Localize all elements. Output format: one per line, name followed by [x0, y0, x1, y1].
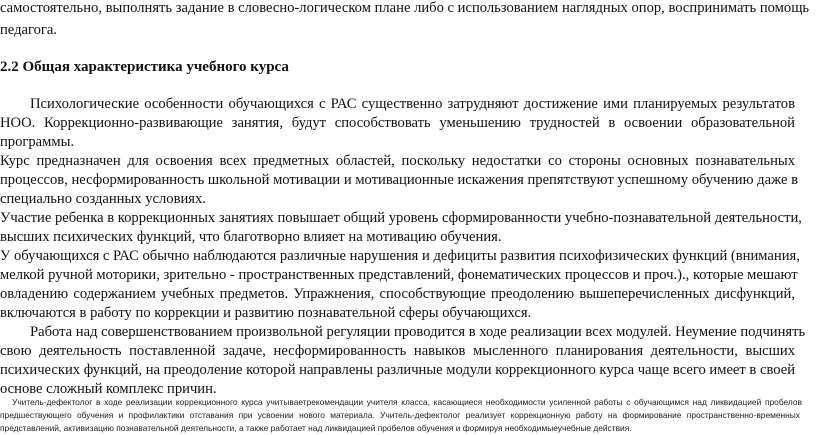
text-line: НОО. Коррекционно-развивающие занятия, будут способствовать уменьшению трудностей в освоении образовательной — [0, 115, 795, 131]
text-line: Работа над совершенствованием произвольной регуляции проводится в ходе реализации всех модулей. Неумение подчинять — [30, 324, 806, 340]
text-line: мелкой ручной моторики, зрительно - пространственных представлений, фонематических процессов и проч.)., которые мешают — [0, 267, 798, 283]
text-line: свою деятельность поставленной задаче, несформированность навыков мысленного планирования деятельности, высших — [0, 343, 795, 359]
text-line: включаются в работу по коррекции и развитию познавательной сферы обучающихся. — [0, 305, 532, 321]
section-heading: 2.2 Общая характеристика учебного курса — [0, 59, 289, 75]
text-line: самостоятельно, выполнять задание в словесно-логическом плане либо с использованием наглядных опор, воспринимать помощь — [0, 0, 810, 16]
footnote-line: представлений, активизацию познавательной деятельности, а также работает над ликвидацией пробелов обучения и формируя необходимыеучебные действия. — [0, 423, 632, 433]
text-line: специально созданных условиях. — [0, 191, 206, 207]
text-line: психических функций, на преодоление которой направлены различные модули коррекционного курса чаще всего имеет в своей — [0, 362, 795, 378]
footnote-line: Учитель-дефектолог в ходе реализации коррекционного курса учитываетрекомендации учителя класса, касающиеся необходимости усиленной работы с обучающимся над ликвидацией пробелов — [12, 397, 802, 407]
text-line: Курс предназначен для освоения всех предметных областей, поскольку недостатки со стороны основных познавательных — [0, 153, 795, 169]
text-line: программы. — [0, 134, 75, 150]
text-line: У обучающихся с РАС обычно наблюдаются различные нарушения и дефициты развития психофизических функций (внимания, — [0, 248, 800, 264]
footnote-line: предшествующего обучения и профилактики отставания при усвоении нового материала. Учитель-дефектолог реализует коррекционную работу на формирование пространственно-временных — [0, 410, 800, 420]
text-line: овладению содержанием учебных предметов. Упражнения, способствующие преодолению вышеперечисленных дисфункций, — [0, 286, 795, 302]
text-line: процессов, несформированность школьной мотивации и мотивационные искажения препятствуют успешному обучению даже в — [0, 172, 798, 188]
text-line: высших психических функций, что благотворно влияет на мотивацию обучения. — [0, 229, 502, 245]
text-line: основе сложный комплекс причин. — [0, 381, 217, 397]
text-line: Участие ребенка в коррекционных занятиях повышает общий уровень сформированности учебно-познавательной деятельности, — [0, 210, 802, 226]
text-line: педагога. — [0, 22, 58, 38]
text-line: Психологические особенности обучающихся с РАС существенно затрудняют достижение ими планируемых результатов — [30, 96, 795, 112]
